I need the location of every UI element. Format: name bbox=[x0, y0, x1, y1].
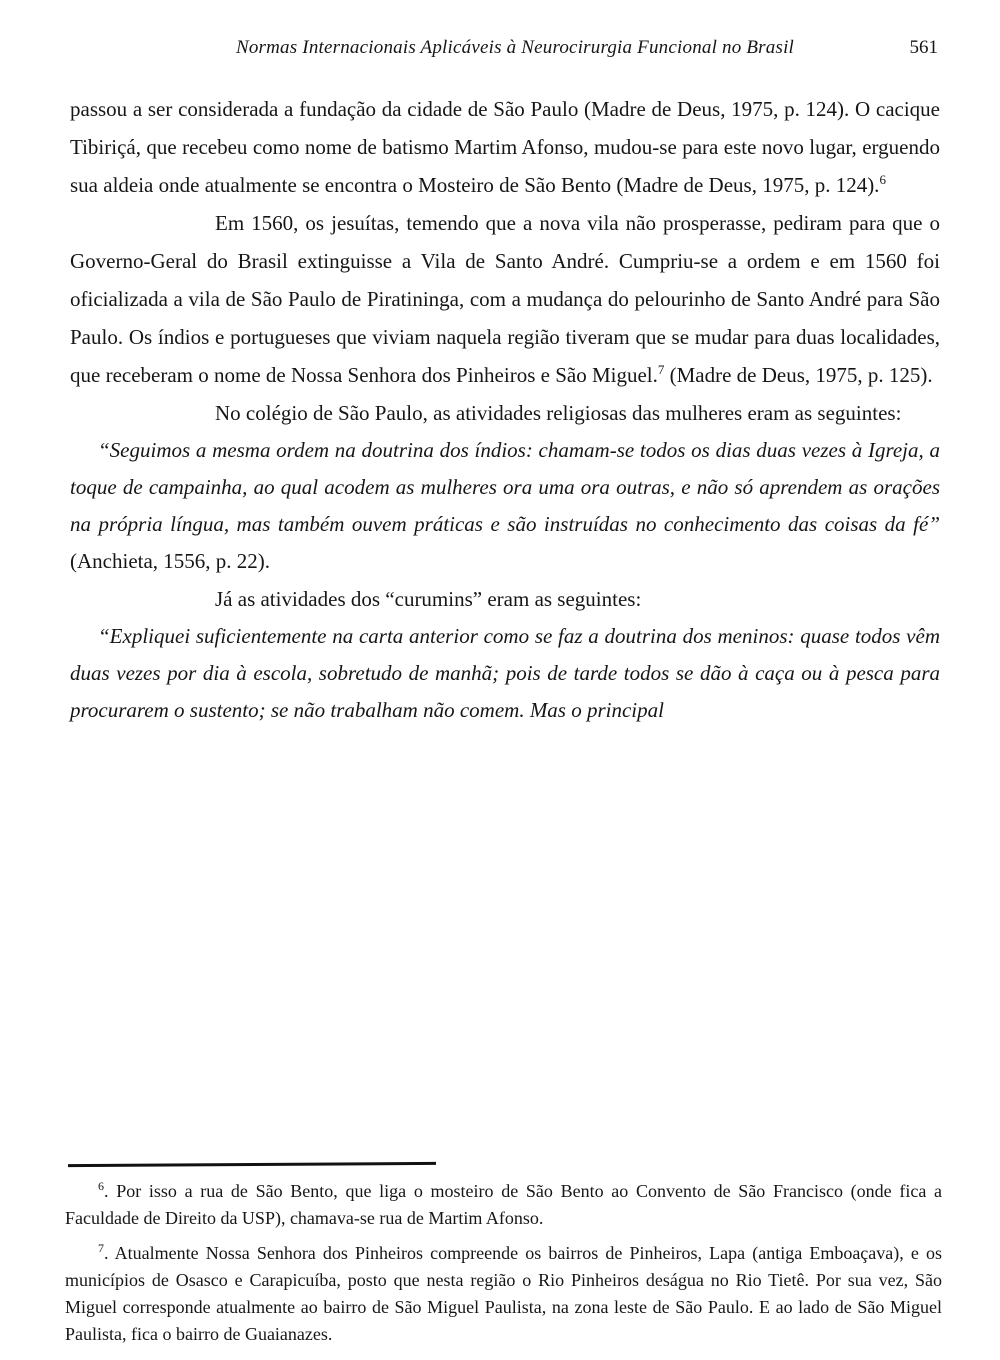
paragraph-2 bbox=[70, 204, 940, 394]
footnotes-section bbox=[65, 1178, 942, 1356]
block-quote-2 bbox=[70, 618, 940, 729]
footnote-6-text: . Por isso a rua de São Bento, que liga o mosteiro de São Bento ao Convento de São Francisco (onde fica a Faculdade de Direito da USP), chamava-se rua de Martim Afonso. bbox=[65, 1181, 942, 1228]
paragraph-1-text: passou a ser considerada a fundação da cidade de São Paulo (Madre de Deus, 1975, p. 124). O cacique Tibiriçá, que recebeu como nome de batismo Martim Afonso, mudou-se para este novo lugar, erguendo sua aldeia onde atualmente se encontra o Mosteiro de São Bento (Madre de Deus, 1975, p. 124). bbox=[70, 97, 940, 197]
footnote-ref-7: 7 bbox=[657, 362, 665, 377]
footnote-6-marker: 6 bbox=[98, 1179, 104, 1193]
body-text bbox=[70, 90, 940, 729]
running-header-title: Normas Internacionais Aplicáveis à Neurocirurgia Funcional no Brasil bbox=[235, 37, 795, 58]
paragraph-3-text: No colégio de São Paulo, as atividades religiosas das mulheres eram as seguintes: bbox=[215, 401, 902, 425]
footnote-7-marker: 7 bbox=[98, 1241, 104, 1255]
paragraph-2-citation: (Madre de Deus, 1975, p. 125). bbox=[664, 363, 933, 387]
paragraph-2-text: Em 1560, os jesuítas, temendo que a nova vila não prosperasse, pediram para que o Governo-Geral do Brasil extinguisse a Vila de Santo André. Cumpriu-se a ordem e em 1560 foi oficializada a vila de São Paulo de Piratininga, com a mudança do pelourinho de Santo André para São Paulo. Os índios e portugueses que viviam naquela região tiveram que se mudar para duas localidades, que receberam o nome de Nossa Senhora dos Pinheiros e São Miguel. bbox=[70, 211, 940, 387]
paragraph-4-text: Já as atividades dos “curumins” eram as seguintes: bbox=[215, 587, 642, 611]
footnote-6 bbox=[65, 1178, 942, 1232]
paragraph-3 bbox=[70, 394, 940, 432]
running-header bbox=[70, 36, 940, 60]
quote-1-text: “Seguimos a mesma ordem na doutrina dos índios: chamam-se todos os dias duas vezes à Igreja, a toque de campainha, ao qual acodem as mulheres ora uma ora outras, e não só aprendem as orações na própria língua, mas também ouvem práticas e são instruídas no conhecimento das coisas da fé” bbox=[70, 438, 940, 536]
quote-1-citation: (Anchieta, 1556, p. 22). bbox=[70, 549, 271, 573]
footnote-separator-rule bbox=[68, 1162, 436, 1167]
block-quote-1 bbox=[70, 432, 940, 580]
quote-2-text: “Expliquei suficientemente na carta anterior como se faz a doutrina dos meninos: quase todos vêm duas vezes por dia à escola, sobretudo de manhã; pois de tarde todos se dão à caça ou à pesca para procurarem o sustento; se não trabalham não comem. Mas o principal bbox=[70, 624, 940, 722]
paragraph-1 bbox=[70, 90, 940, 204]
footnote-7-text: . Atualmente Nossa Senhora dos Pinheiros compreende os bairros de Pinheiros, Lapa (antiga Emboaçava), e os municípios de Osasco e Carapicuíba, posto que nesta região o Rio Pinheiros deságua no Rio Tietê. Por sua vez, São Miguel corresponde atualmente ao bairro de São Miguel Paulista, na zona leste de São Paulo. E ao lado de São Miguel Paulista, fica o bairro de Guaianazes. bbox=[65, 1243, 942, 1344]
page-number: 561 bbox=[909, 37, 938, 58]
paragraph-4 bbox=[70, 580, 940, 618]
footnote-ref-6: 6 bbox=[879, 172, 886, 187]
footnote-7 bbox=[65, 1240, 942, 1348]
